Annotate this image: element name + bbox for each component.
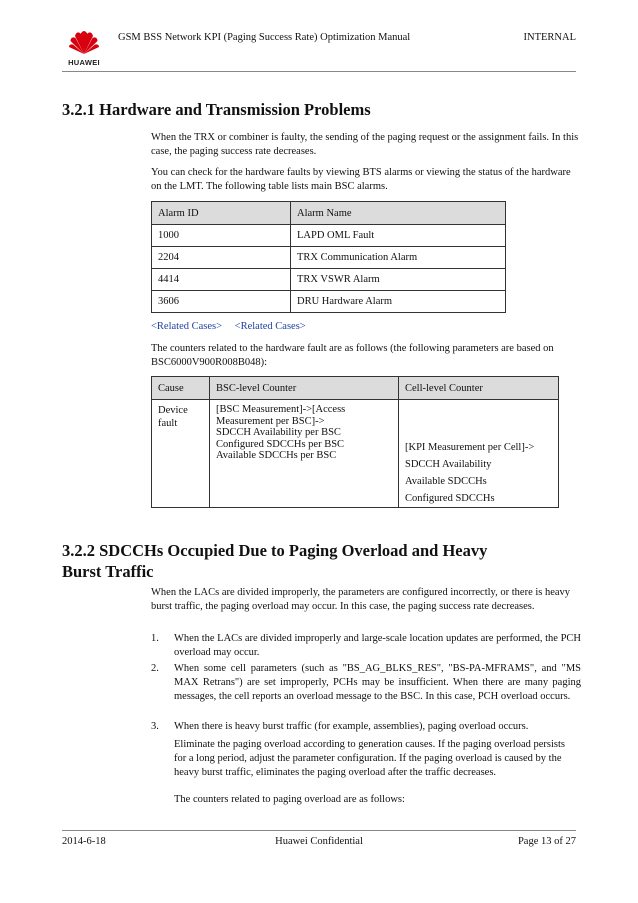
related-cases-link[interactable]: <Related Cases> xyxy=(234,321,306,332)
table-row xyxy=(152,225,506,247)
footer-divider xyxy=(62,830,576,831)
list-text: When some cell parameters (such as "BS_AG_BLKS_RES", "BS-PA-MFRAMS", and "MS MAX Retrans") are set improperly, PCHs may be insufficient. When there are many paging messages, the cell reports an overload message to the BSC. In this case, PCH overload occurs. xyxy=(174,663,581,702)
bsc-counter-cell xyxy=(210,400,399,508)
alarm-name-cell: DRU Hardware Alarm xyxy=(291,291,506,313)
bsc-counter-line: SDCCH Availability per BSC xyxy=(216,427,341,438)
classification-label: INTERNAL xyxy=(523,32,576,43)
table-row xyxy=(152,247,506,269)
table-header-alarm-id: Alarm ID xyxy=(152,202,291,225)
list-number: 1. xyxy=(151,633,159,644)
counter-table xyxy=(151,376,559,508)
paragraph: You can check for the hardware faults by viewing BTS alarms or viewing the status of the hardware on the LMT. The following table lists main BSC alarms. xyxy=(151,167,571,192)
footer-date: 2014-6-18 xyxy=(62,836,106,847)
cell-counter-line: Configured SDCCHs xyxy=(405,493,495,504)
paragraph: The counters related to paging overload are as follows: xyxy=(174,794,405,805)
alarm-name-cell: TRX VSWR Alarm xyxy=(291,269,506,291)
table-row xyxy=(152,269,506,291)
list-text: When the LACs are divided improperly and large-scale location updates are performed, the PCH overload may occur. xyxy=(174,633,581,658)
bsc-counter-line: [BSC Measurement]->[Access Measurement per BSC]-> xyxy=(216,404,346,427)
document-title: GSM BSS Network KPI (Paging Success Rate) Optimization Manual xyxy=(118,32,411,43)
list-number: 3. xyxy=(151,721,159,732)
cell-counter-line: Available SDCCHs xyxy=(405,476,487,487)
table-header-cause: Cause xyxy=(152,377,210,400)
footer-confidential: Huawei Confidential xyxy=(275,836,363,847)
paragraph: When the TRX or combiner is faulty, the sending of the paging request or the assignment fails. In this case, the paging success rate decreases. xyxy=(151,132,579,157)
heading-line: Burst Traffic xyxy=(62,562,154,581)
list-text: When there is heavy burst traffic (for example, assemblies), paging overload occurs. xyxy=(174,721,529,732)
table-header-alarm-name: Alarm Name xyxy=(291,202,506,225)
list-number: 2. xyxy=(151,663,159,674)
logo-text: HUAWEI xyxy=(68,58,100,67)
table-row xyxy=(152,291,506,313)
alarm-table xyxy=(151,201,506,313)
cell-counter-line: SDCCH Availability xyxy=(405,459,492,470)
cause-cell: Device fault xyxy=(152,400,210,508)
alarm-name-cell: TRX Communication Alarm xyxy=(291,247,506,269)
huawei-logo xyxy=(62,26,106,70)
alarm-id-cell: 2204 xyxy=(152,247,291,269)
heading-line: 3.2.2 SDCCHs Occupied Due to Paging Overload and Heavy xyxy=(62,541,488,560)
section-heading-3-2-1: 3.2.1 Hardware and Transmission Problems xyxy=(62,100,371,119)
table-header-bsc-counter: BSC-level Counter xyxy=(210,377,399,400)
bsc-counter-line: Configured SDCCHs per BSC xyxy=(216,438,345,450)
bsc-counter-line: Available SDCCHs per BSC xyxy=(216,450,337,461)
alarm-id-cell: 4414 xyxy=(152,269,291,291)
paragraph: When the LACs are divided improperly, the parameters are configured incorrectly, or there is heavy burst traffic, the paging overload may occur. In this case, the paging success rate decreases. xyxy=(151,587,571,612)
alarm-id-cell: 1000 xyxy=(152,225,291,247)
alarm-id-cell: 3606 xyxy=(152,291,291,313)
table-header-cell-counter: Cell-level Counter xyxy=(399,377,559,400)
header-divider xyxy=(62,71,576,72)
table-row xyxy=(152,400,559,508)
huawei-petals-icon xyxy=(68,26,100,56)
alarm-name-cell: LAPD OML Fault xyxy=(291,225,506,247)
section-heading-3-2-2 xyxy=(62,540,487,582)
cell-counter-cell xyxy=(399,400,559,508)
cell-counter-line: [KPI Measurement per Cell]-> xyxy=(405,442,535,453)
paragraph: The counters related to the hardware fault are as follows (the following parameters are based on BSC6000V900R008B048): xyxy=(151,343,554,368)
footer-page-number: Page 13 of 27 xyxy=(517,836,576,847)
paragraph: Eliminate the paging overload according to generation causes. If the paging overload persists for a long period, adjust the parameter configuration. If the paging overload is caused by the heavy burst traffic, eliminates the paging overload after the traffic decreases. xyxy=(174,739,565,778)
related-cases-links xyxy=(151,321,316,332)
page-header xyxy=(62,18,576,74)
related-cases-link[interactable]: <Related Cases> xyxy=(151,321,223,332)
